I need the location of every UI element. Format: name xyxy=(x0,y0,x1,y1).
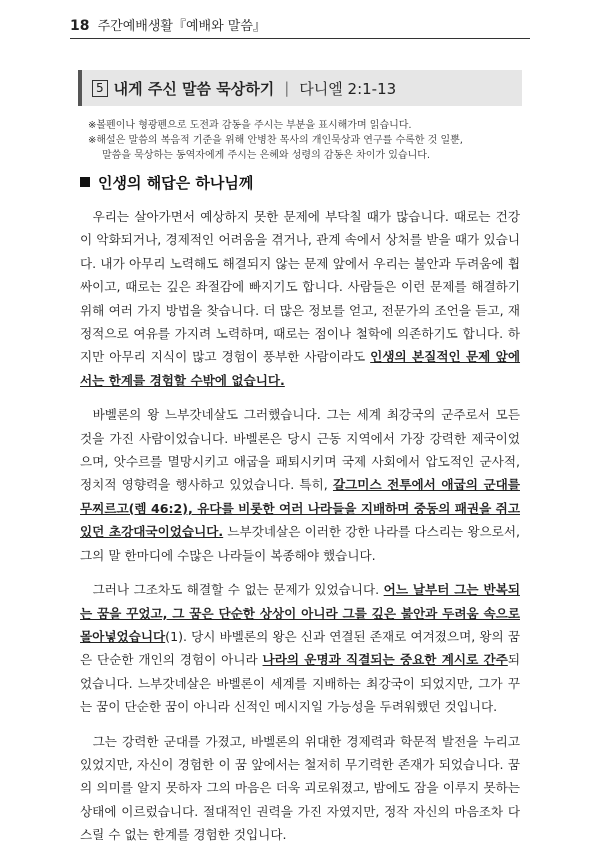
paragraph xyxy=(80,730,520,847)
reading-notes xyxy=(88,118,528,163)
paragraph-text: 느부갓네살은 이러한 강한 나라를 다스리는 왕으로서, 그의 말 한마디에 수많은 나라들이 복종해야 했습니다. xyxy=(80,524,520,563)
paragraph-text: 되었습니다. 느부갓네살은 바벨론이 세계를 지배하는 최강국이 되었지만, 그가 꾸는 꿈이 단순한 꿈이 아니라 신적인 메시지일 가능성을 두려워했던 것입니다. xyxy=(80,652,520,715)
paragraph xyxy=(80,205,520,392)
section-separator: | xyxy=(284,79,290,97)
section-heading xyxy=(80,172,253,193)
section-title-bar xyxy=(78,70,522,106)
note-line: ※볼펜이나 형광펜으로 도전과 감동을 주시는 부분을 표시해가며 읽습니다. xyxy=(88,120,412,131)
emphasis-text: 어느 날부터 그는 반복되는 꿈을 꾸었고, 그 꿈은 단순한 상상이 아니라 그를 깊은 불안과 두려움 속으로 몰아넣었습니다 xyxy=(80,582,520,644)
body-text xyxy=(80,205,520,858)
emphasis-text: 나라의 운명과 직결되는 중요한 계시로 간주 xyxy=(262,652,508,668)
square-bullet-icon xyxy=(80,177,90,187)
section-title: 내게 주신 말씀 묵상하기 xyxy=(113,79,275,98)
emphasis-text: 인생의 본질적인 문제 앞에서는 한계를 경험할 수밖에 없습니다. xyxy=(80,349,521,388)
emphasis-text: 갈그미스 전투에서 애굽의 군대를 무찌르고(렘 46:2), 유다를 비롯한 여러 나라들을 지배하며 중동의 패권을 쥐고 있던 초강대국이었습니다. xyxy=(80,477,520,540)
paragraph-text: 우리는 살아가면서 예상하지 못한 문제에 부닥칠 때가 많습니다. 때로는 건강이 악화되거나, 경제적인 어려움을 겪거나, 관계 속에서 상처를 받을 때가 있습니다. 내가 아무리 노력해도 해결되지 않는 문제 앞에서 우리는 불안과 두려움에 휩싸이고, 때로는 깊은 좌절감에 빠지기도 합니다. 사람들은 이런 문제를 해결하기 위해 여러 가지 방법을 찾습니다. 더 많은 정보를 얻고, 전문가의 조언을 듣고, 재정적으로 여유를 가지려 노력하며, 때로는 점이나 철학에 의존하기도 합니다. 하지만 아무리 지식이 많고 경험이 풍부한 사람이라도 xyxy=(80,209,520,365)
header-rule xyxy=(70,38,530,39)
heading-text: 인생의 해답은 하나님께 xyxy=(98,174,254,192)
running-header xyxy=(70,15,266,34)
paragraph-text: 그러나 그조차도 해결할 수 없는 문제가 있었습니다. xyxy=(92,582,384,598)
paragraph-text: 바벨론의 왕 느부갓네살도 그러했습니다. 그는 세계 최강국의 군주로서 모든 것을 가진 사람이었습니다. 바벨론은 당시 근동 지역에서 가장 강력한 제국이었으며, 앗수르를 멸망시키고 애굽을 패퇴시키며 국제 사회에서 압도적인 군사적, 정치적 영향력을 행사하고 있었습니다. 특히, xyxy=(80,407,520,493)
paragraph xyxy=(80,403,520,567)
paragraph-text: (1). 당시 바벨론의 왕은 신과 연결된 존재로 여겨졌으며, 왕의 꿈은 단순한 개인의 경험이 아니라 xyxy=(80,628,520,668)
paragraph-text: 그는 강력한 군대를 가졌고, 바벨론의 위대한 경제력과 학문적 발전을 누리고 있었지만, 자신이 경험한 이 꿈 앞에서는 철저히 무기력한 존재가 되었습니다. 꿈의 의미를 알지 못하자 그의 마음은 더욱 괴로워졌고, 밤에도 잠을 이루지 못하는 상태에 이르렀습니다. 절대적인 권력을 가진 자였지만, 정작 자신의 마음조차 다스릴 수 없는 한계를 경험한 것입니다. xyxy=(80,733,520,843)
publication-title: 주간예배생활『예배와 말씀』 xyxy=(97,19,266,34)
paragraph xyxy=(80,578,520,718)
scripture-reference: 다니엘 2:1-13 xyxy=(299,79,397,98)
note-line: 말씀을 묵상하는 동역자에게 주시는 은혜와 성령의 감동은 차이가 있습니다. xyxy=(102,150,431,161)
section-number: 5 xyxy=(92,80,108,97)
page-number: 18 xyxy=(70,18,90,34)
note-line: ※해설은 말씀의 복음적 기준을 위해 안병찬 목사의 개인묵상과 연구를 수록한 것 일뿐, xyxy=(88,135,463,146)
